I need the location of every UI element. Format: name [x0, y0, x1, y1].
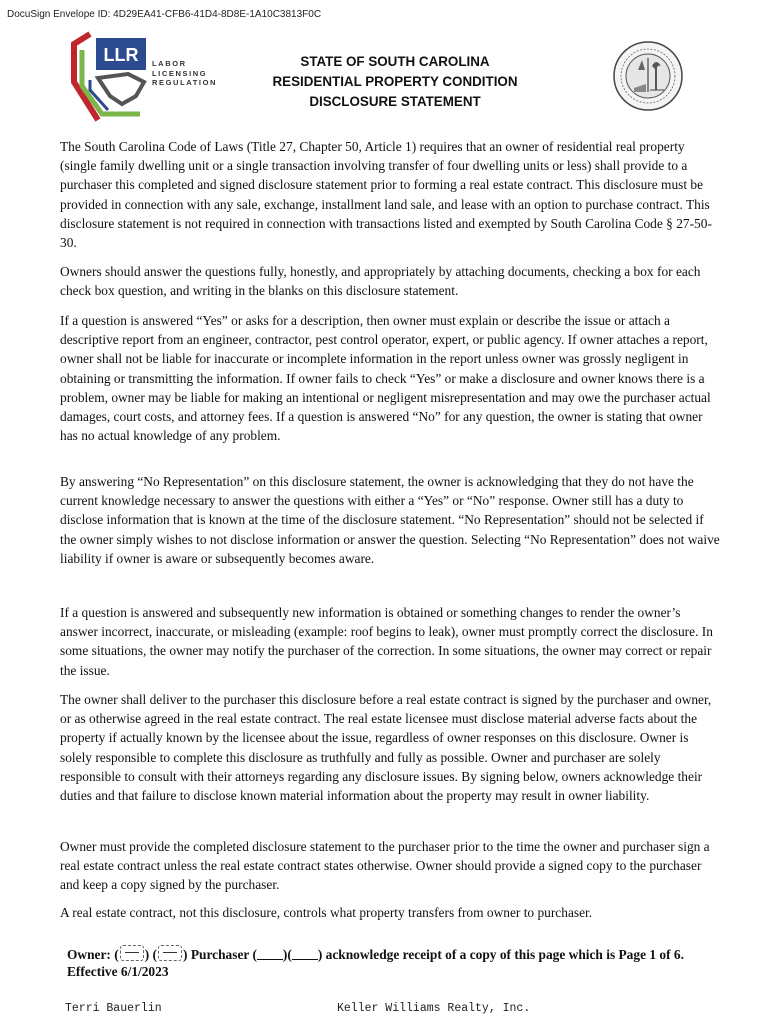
owner-close-paren-1: ) [144, 947, 150, 962]
purchaser-mid-paren: )( [282, 947, 292, 962]
acknowledgement-text: ) acknowledge receipt of a copy of this page which is Page 1 of 6. [317, 947, 684, 962]
owner-initials-1[interactable] [120, 945, 144, 961]
acknowledgement-line [67, 945, 717, 963]
title-line-3: DISCLOSURE STATEMENT [309, 94, 481, 109]
state-outline-icon [98, 74, 144, 104]
effective-date: Effective 6/1/2023 [67, 964, 169, 979]
logo-line-licensing: LICENSING [152, 68, 208, 78]
paragraph-answer-fully: Owners should answer the questions fully, honestly, and appropriately by attaching documents, checking a box for each check box question, and writing in the blanks on this disclosure statement. [60, 264, 701, 299]
paragraph-code-of-laws: The South Carolina Code of Laws (Title 27, Chapter 50, Article 1) requires that an owner of residential real property (single family dwelling unit or a single transaction involving transfer of four dwelling units or less) shall provide to a purchaser this completed and signed disclosure statement prior to forming a real estate contract. This disclosure must be provided in connection with any sale, exchange, installment land sale, and lease with an option to purchase contract. This disclosure statement is not required in connection with transactions listed and exempted by South Carolina Code § 27-50-30. [60, 139, 712, 251]
brokerage-name: Keller Williams Realty, Inc. [337, 1002, 531, 1015]
paragraph-new-information: If a question is answered and subsequently new information is obtained or something changes to render the owner’s answer incorrect, inaccurate, or misleading (example: roof begins to leak), owner must promptly correct the disclosure. In some situations, the owner may notify the purchaser of the correction. In some situations, the owner may correct or repair the issue. [60, 605, 713, 678]
owner-open-paren-2: ( [152, 947, 158, 962]
paragraph-no-representation: By answering “No Representation” on this disclosure statement, the owner is acknowledging that they do not have the current knowledge necessary to answer the questions with either a “Yes” or “No” response. Owner still has a duty to disclose information that is known at the time of the disclosure statement. “No Representation” should not be selected if the owner simply wishes to not disclose information or answer the question. Selecting “No Representation” does not waive liability if owner is aware or subsequently becomes aware. [60, 474, 720, 566]
logo-line-regulation: REGULATION [152, 78, 218, 87]
document-title [245, 52, 545, 112]
title-line-1: STATE OF SOUTH CAROLINA [300, 54, 490, 69]
title-line-2: RESIDENTIAL PROPERTY CONDITION [272, 74, 518, 89]
logo-wordmark [152, 59, 217, 88]
state-seal-icon [612, 40, 684, 112]
owner-open-paren-1: ( [114, 947, 119, 962]
owner-initials-2[interactable] [158, 945, 182, 961]
paragraph-owner-delivery: The owner shall deliver to the purchaser this disclosure before a real estate contract is signed by the purchaser and owner, or as otherwise agreed in the real estate contract. The real estate licensee must disclose material adverse facts about the property if actually known by the licensee about the issue, regardless of owner responses on this disclosure. Owner is solely responsible to complete this disclosure as truthfully and fully as possible. Owner and purchaser are solely responsible to consult with their attorneys regarding any disclosure issues. By signing below, owners acknowledge their duties and that failure to disclose known material information about the property may result in owner liability. [60, 692, 712, 804]
owner-close-paren-2: ) [183, 947, 188, 962]
purchaser-initials-2[interactable] [292, 948, 318, 960]
paragraph-contract-controls: A real estate contract, not this disclosure, controls what property transfers from owner to purchaser. [60, 905, 593, 920]
paragraph-answered-yes: If a question is answered “Yes” or asks for a description, then owner must explain or describe the issue or attach a descriptive report from an engineer, contractor, pest control operator, expert, or public agency. If owner attaches a report, owner shall not be liable for inaccurate or incomplete information in the report unless owner was grossly negligent in obtaining or transmitting the information. If owner fails to check “Yes” or make a disclosure and owner knows there is a problem, owner may be liable for making an intentional or negligent misrepresentation and may owe the purchaser actual damages, court costs, and attorney fees. If a question is answered “No” for any question, the owner is stating that owner has no actual knowledge of any problem. [60, 313, 711, 444]
owner-label: Owner: [67, 947, 111, 962]
acknowledgement-footer [67, 945, 717, 980]
owner-signature-name: Terri Bauerlin [65, 1002, 162, 1015]
purchaser-label: Purchaser ( [190, 947, 257, 962]
logo-mark: LLR [103, 45, 139, 65]
purchaser-initials-1[interactable] [257, 948, 283, 960]
docusign-envelope-id: DocuSign Envelope ID: 4D29EA41-CFB6-41D4-8D8E-1A10C3813F0C [7, 9, 322, 20]
logo-line-labor: LABOR [152, 59, 187, 68]
paragraph-provide-statement: Owner must provide the completed disclosure statement to the purchaser prior to the time the owner and purchaser sign a real estate contract unless the real estate contract states otherwise. Owner should provide a signed copy to the purchaser and keep a copy signed by the purchaser. [60, 839, 710, 893]
